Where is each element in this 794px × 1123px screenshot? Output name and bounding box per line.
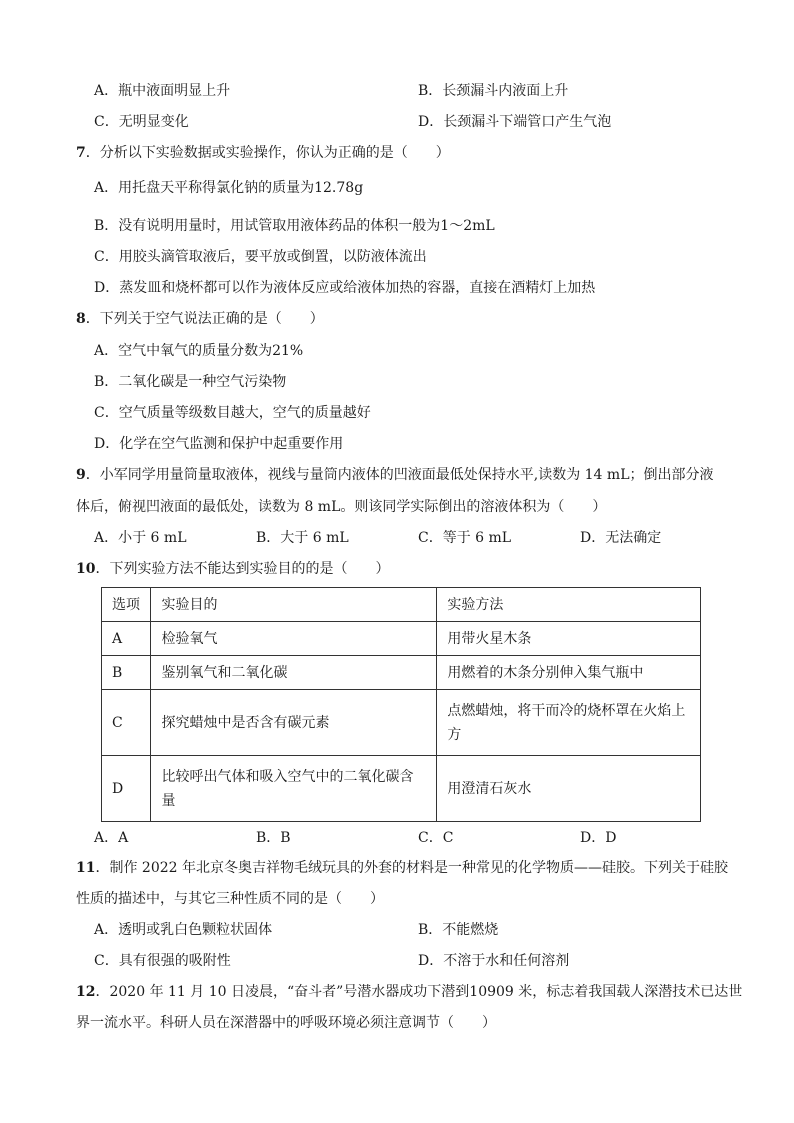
experiment-table [101, 587, 701, 822]
table-row [102, 622, 701, 656]
q9-option-c: C．等于 6 mL [418, 530, 512, 546]
q10-option-c: C．C [418, 830, 454, 846]
table-cell-purpose: 鉴别氧气和二氧化碳 [151, 656, 437, 690]
q6-option-b: B．长颈漏斗内液面上升 [418, 83, 569, 99]
q8-option-d: D．化学在空气监测和保护中起重要作用 [94, 436, 344, 452]
q10-option-a: A．A [94, 830, 129, 846]
table-cell-option: B [102, 656, 151, 690]
q12-stem-line2: 界一流水平。科研人员在深潜器中的呼吸环境必须注意调节（ ） [76, 1015, 496, 1031]
q12-number: 12 [76, 984, 96, 1000]
q8-stem [76, 309, 324, 329]
q11-option-a: A．透明或乳白色颗粒状固体 [94, 922, 273, 938]
q11-stem-line2: 性质的描述中，与其它三种性质不同的是（ ） [76, 891, 384, 907]
table-row [102, 690, 701, 756]
q10-option-b: B．B [256, 830, 291, 846]
table-header-option: 选项 [102, 588, 151, 622]
q11-option-c: C．具有很强的吸附性 [94, 953, 231, 969]
q6-option-c: C．无明显变化 [94, 114, 189, 130]
q8-option-a: A．空气中氧气的质量分数为21% [94, 343, 304, 359]
table-cell-method: 用燃着的木条分别伸入集气瓶中 [437, 656, 701, 690]
table-cell-purpose: 检验氧气 [151, 622, 437, 656]
q9-number: 9 [76, 467, 86, 483]
q7-option-c: C．用胶头滴管取液后，要平放或倒置，以防液体流出 [94, 249, 427, 265]
table-cell-method: 用澄清石灰水 [437, 756, 701, 822]
table-header-row [102, 588, 701, 622]
table-header-purpose: 实验目的 [151, 588, 437, 622]
q8-number: 8 [76, 311, 86, 327]
q10-stem [76, 559, 389, 579]
table-row [102, 756, 701, 822]
table-cell-option: D [102, 756, 151, 822]
table-row [102, 656, 701, 690]
q10-option-d: D．D [580, 830, 617, 846]
table-cell-option: C [102, 690, 151, 756]
q11-stem-line1 [76, 858, 728, 878]
q7-stem [76, 143, 450, 163]
q8-stem-text: ．下列关于空气说法正确的是（ ） [85, 311, 324, 327]
q9-stem-text-1: ．小军同学用量筒量取液体，视线与量筒内液体的凹液面最低处保持水平,读数为 14 mL；倒出部分液 [85, 467, 714, 483]
q12-stem-text-1: ．2020 年 11 月 10 日凌晨，“奋斗者”号潜水器成功下潜到10909 米，标志着我国载人深潜技术已达世 [95, 984, 743, 1000]
q7-number: 7 [76, 145, 86, 161]
q11-option-d: D．不溶于水和任何溶剂 [418, 953, 570, 969]
table-cell-method: 用带火星木条 [437, 622, 701, 656]
q11-stem-text-1: ．制作 2022 年北京冬奥吉祥物毛绒玩具的外套的材料是一种常见的化学物质——硅胶。下列关于硅胶 [95, 860, 729, 876]
table-header-method: 实验方法 [437, 588, 701, 622]
table-cell-purpose: 探究蜡烛中是否含有碳元素 [151, 690, 437, 756]
q11-number: 11 [76, 860, 96, 876]
q8-option-b: B．二氧化碳是一种空气污染物 [94, 374, 287, 390]
q10-stem-text: ．下列实验方法不能达到实验目的的是（ ） [95, 561, 390, 577]
q6-option-a: A．瓶中液面明显上升 [94, 83, 231, 99]
q8-option-c: C．空气质量等级数目越大，空气的质量越好 [94, 405, 371, 421]
q11-option-b: B．不能燃烧 [418, 922, 499, 938]
q9-stem-line1 [76, 465, 714, 485]
table-cell-option: A [102, 622, 151, 656]
q9-stem-line2: 体后，俯视凹液面的最低处，读数为 8 mL。则该同学实际倒出的溶液体积为（ ） [76, 499, 607, 515]
q7-stem-text: ．分析以下实验数据或实验操作，你认为正确的是（ ） [85, 145, 450, 161]
q9-option-d: D．无法确定 [580, 530, 662, 546]
q7-option-b: B．没有说明用量时，用试管取用液体药品的体积一般为1～2mL [94, 218, 495, 234]
q9-option-a: A．小于 6 mL [94, 530, 187, 546]
q6-option-d: D．长颈漏斗下端管口产生气泡 [418, 114, 612, 130]
table-cell-method: 点燃蜡烛，将干而冷的烧杯罩在火焰上方 [437, 690, 701, 756]
table-cell-purpose: 比较呼出气体和吸入空气中的二氧化碳含量 [151, 756, 437, 822]
q9-option-b: B．大于 6 mL [256, 530, 349, 546]
q12-stem-line1 [76, 982, 742, 1002]
q7-option-d: D．蒸发皿和烧杯都可以作为液体反应或给液体加热的容器，直接在酒精灯上加热 [94, 280, 596, 296]
q10-number: 10 [76, 561, 96, 577]
q7-option-a: A．用托盘天平称得氯化钠的质量为12.78g [94, 180, 364, 196]
